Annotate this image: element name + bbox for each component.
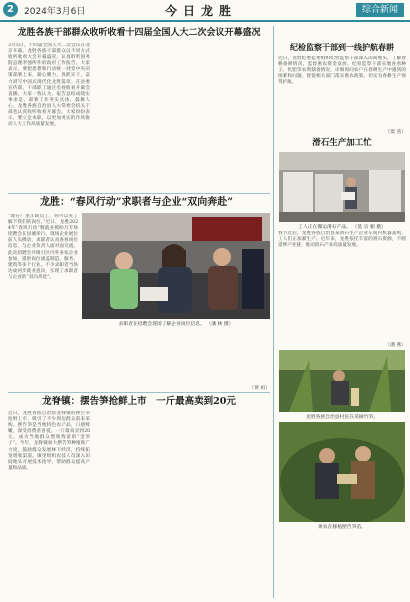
job-fair-photo — [82, 213, 270, 319]
article1-body-col3 — [182, 43, 270, 191]
paper-name: 今日龙胜 — [165, 4, 238, 18]
job-fair-photographer: （潘 林 摄） — [206, 322, 234, 327]
article5-title: 滑石生产加工忙 — [312, 138, 372, 148]
article1-body-col2 — [95, 43, 177, 191]
column-divider — [273, 26, 274, 598]
article3-body: 近日，龙胜各族自治县龙脊镇的摆告笋抢鲜上市，吸引了不少周边群众前来采购。摆告笋是当地特色农产品，口感鲜嫩，深受消费者喜爱。一斤最高卖到20元，成为当地群众增收致富的“金笋子”。今年，龙脊镇加大摆告笋种植推广力度，鼓励群众发展林下经济，持续拓宽增收渠道。镇里组织农技人员深入田间地头开展技术指导，帮助群众提高产量和品质。 — [8, 411, 90, 471]
article2-credit: （黄 祖） — [249, 386, 270, 391]
article2-body: “现在厂里正缺员工，你可以先了解下我们的岗位。”近日，龙胜2024年“春风行动”暨就业援助月专场招聘会在县城举行。现场企业展位前人头攒动，求职者认真查看岗位信息，与企业负责人面对面交流。此次招聘会共吸引区内外多家企业参加，提供岗位涵盖制造、服务、建筑等多个行业。不少求职者当场达成初步就业意向，实现了求职者与企业的“双向奔赴”。 — [8, 214, 78, 280]
article2-body-col2 — [82, 328, 174, 390]
bamboo-caption-2: 果农在移植摆告笋苗。 — [318, 525, 366, 530]
article4-body: 近日，龙胜纪委监委组织纪检监察干部深入田间地头，了解春耕备耕情况，监督惠农资金发放。纪检监察干部实地查看种子、化肥等农资储备情况，详细询问农户在春耕生产中遇到的困难和问题，督促相关部门落实惠农政策，切实为春耕生产保驾护航。 — [278, 56, 406, 86]
issue-date: 2024年3月6日 — [24, 7, 86, 17]
article4-credit: （粟 茜） — [385, 130, 406, 135]
bamboo-text — [278, 531, 406, 591]
article3-body-col3 — [182, 411, 270, 597]
talc-caption-text: 工人正在搬运滑石产品。 — [298, 225, 351, 230]
article1-title: 龙胜各族干部群众收听收看十四届全国人大二次会议开幕盛况 — [17, 28, 261, 38]
article2-body-col3 — [178, 328, 270, 384]
article1-body: 3月5日，十四届全国人大二次会议在北京开幕。龙胜各族干部群众以不同方式收听收看大会开幕盛况，认真聆听国务院总理李强所作的政府工作报告。大家表示，要把思想和行动统一到党中央决策部署上来，凝心聚力、真抓实干，奋力谱写中国式现代化龙胜篇章。在县委宣传部，干部职工通过电视收看开幕会直播。大家一致认为，报告总结成绩实事求是，部署工作务实具体，鼓舞人心。龙胜各族自治县人大常委会机关干部也认真收听收看开幕会。大家纷纷表示，要立足本职，以更加务实的作风推动人大工作高质量发展。 — [8, 43, 90, 128]
talc-photographer: （莫 宗 朝 摄） — [352, 225, 386, 230]
bamboo-caption-1: 龙胜各族自治县村民在采摘竹笋。 — [306, 415, 378, 420]
page-number: 2 — [3, 2, 18, 17]
divider-2 — [8, 392, 270, 393]
article3-body-col2 — [95, 411, 177, 597]
article5-body: 春节过后，龙胜各族自治县某滑石生产企业车间内机器轰鸣，工人们正加紧生产。近年来，龙胜依托丰富的滑石资源，不断延伸产业链，推动滑石产业高质量发展。 — [278, 231, 406, 249]
article5-credit: （潘 燕） — [385, 343, 406, 348]
talc-photo — [279, 152, 405, 222]
article2-title: 龙胜：“春风行动”求职者与企业“双向奔赴” — [40, 197, 234, 208]
article3-title: 龙脊镇：摆告笋抢鲜上市 一斤最高卖到20元 — [42, 396, 236, 407]
article4-title: 纪检监察干部到一线护航春耕 — [290, 42, 394, 52]
job-fair-caption-text: 求职者在招聘会现场了解企业岗位信息。 — [118, 322, 205, 327]
bamboo-photo-2 — [279, 422, 405, 522]
job-fair-caption — [82, 320, 270, 327]
divider-1 — [8, 193, 270, 194]
section-label: 综合新闻 — [356, 3, 404, 17]
bamboo-photo-1 — [279, 350, 405, 412]
talc-caption — [278, 223, 406, 230]
